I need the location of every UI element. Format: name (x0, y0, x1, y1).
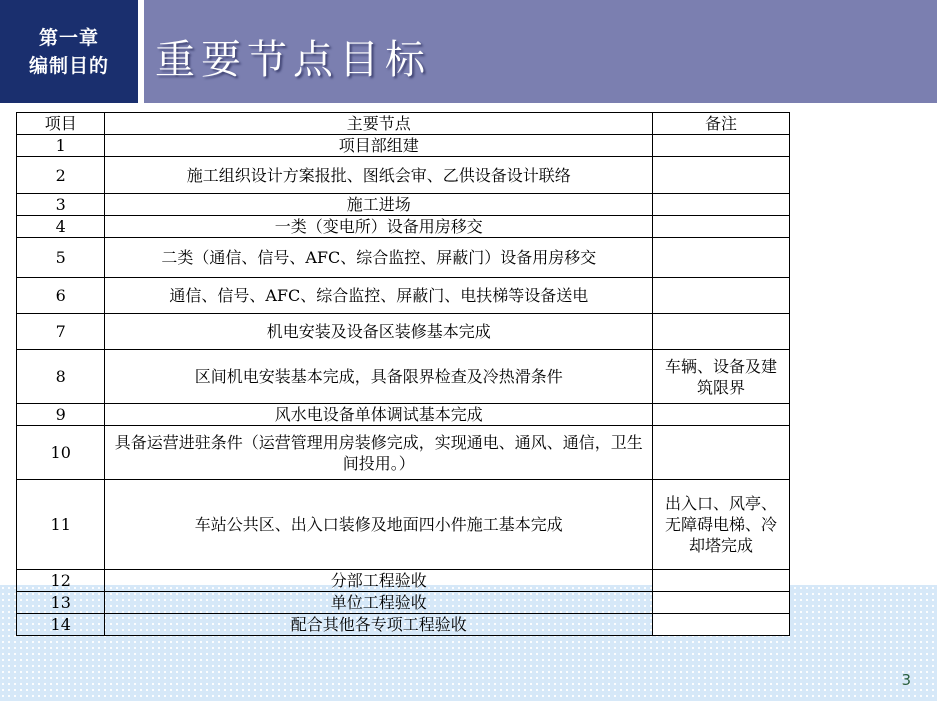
row-note: 车辆、设备及建筑限界 (653, 350, 790, 404)
table-row (17, 614, 790, 636)
row-main: 车站公共区、出入口装修及地面四小件施工基本完成 (105, 480, 653, 570)
chapter-name: 编制目的 (28, 54, 109, 77)
row-id: 6 (17, 278, 105, 314)
row-note (653, 157, 790, 194)
table-row (17, 404, 790, 426)
chapter-number: 第一章 (38, 26, 99, 49)
table-row (17, 350, 790, 404)
row-note (653, 238, 790, 278)
row-id: 14 (17, 614, 105, 636)
table-row (17, 157, 790, 194)
row-id: 9 (17, 404, 105, 426)
row-note: 出入口、风亭、无障碍电梯、冷却塔完成 (653, 480, 790, 570)
row-id: 7 (17, 314, 105, 350)
row-note (653, 194, 790, 216)
row-id: 10 (17, 426, 105, 480)
row-main: 单位工程验收 (105, 592, 653, 614)
table-row (17, 278, 790, 314)
row-id: 12 (17, 570, 105, 592)
row-id: 5 (17, 238, 105, 278)
row-main: 分部工程验收 (105, 570, 653, 592)
row-note (653, 135, 790, 157)
row-main: 一类（变电所）设备用房移交 (105, 216, 653, 238)
table-row (17, 238, 790, 278)
row-note (653, 592, 790, 614)
row-main: 二类（通信、信号、AFC、综合监控、屏蔽门）设备用房移交 (105, 238, 653, 278)
row-id: 8 (17, 350, 105, 404)
table-row (17, 570, 790, 592)
row-main: 配合其他各专项工程验收 (105, 614, 653, 636)
table-row (17, 194, 790, 216)
row-note (653, 404, 790, 426)
row-note (653, 216, 790, 238)
row-id: 1 (17, 135, 105, 157)
row-main: 具备运营进驻条件（运营管理用房装修完成，实现通电、通风、通信，卫生间投用。） (105, 426, 653, 480)
table-row (17, 216, 790, 238)
row-note (653, 570, 790, 592)
row-main: 通信、信号、AFC、综合监控、屏蔽门、电扶梯等设备送电 (105, 278, 653, 314)
row-id: 13 (17, 592, 105, 614)
row-note (653, 426, 790, 480)
page-title: 重要节点目标 (155, 37, 431, 83)
page-number: 3 (901, 671, 911, 689)
row-id: 3 (17, 194, 105, 216)
row-main: 施工进场 (105, 194, 653, 216)
table-row (17, 426, 790, 480)
table-header-row (17, 113, 790, 135)
row-main: 机电安装及设备区装修基本完成 (105, 314, 653, 350)
table-row (17, 314, 790, 350)
row-main: 区间机电安装基本完成，具备限界检查及冷热滑条件 (105, 350, 653, 404)
milestone-table (16, 112, 790, 636)
row-note (653, 278, 790, 314)
row-main: 风水电设备单体调试基本完成 (105, 404, 653, 426)
table-row (17, 135, 790, 157)
row-id: 11 (17, 480, 105, 570)
chapter-label (0, 0, 138, 103)
row-note (653, 314, 790, 350)
header-main: 主要节点 (105, 113, 653, 135)
table-row (17, 592, 790, 614)
row-note (653, 614, 790, 636)
row-id: 4 (17, 216, 105, 238)
table-row (17, 480, 790, 570)
header-note: 备注 (653, 113, 790, 135)
row-main: 项目部组建 (105, 135, 653, 157)
row-id: 2 (17, 157, 105, 194)
header-id: 项目 (17, 113, 105, 135)
row-main: 施工组织设计方案报批、图纸会审、乙供设备设计联络 (105, 157, 653, 194)
